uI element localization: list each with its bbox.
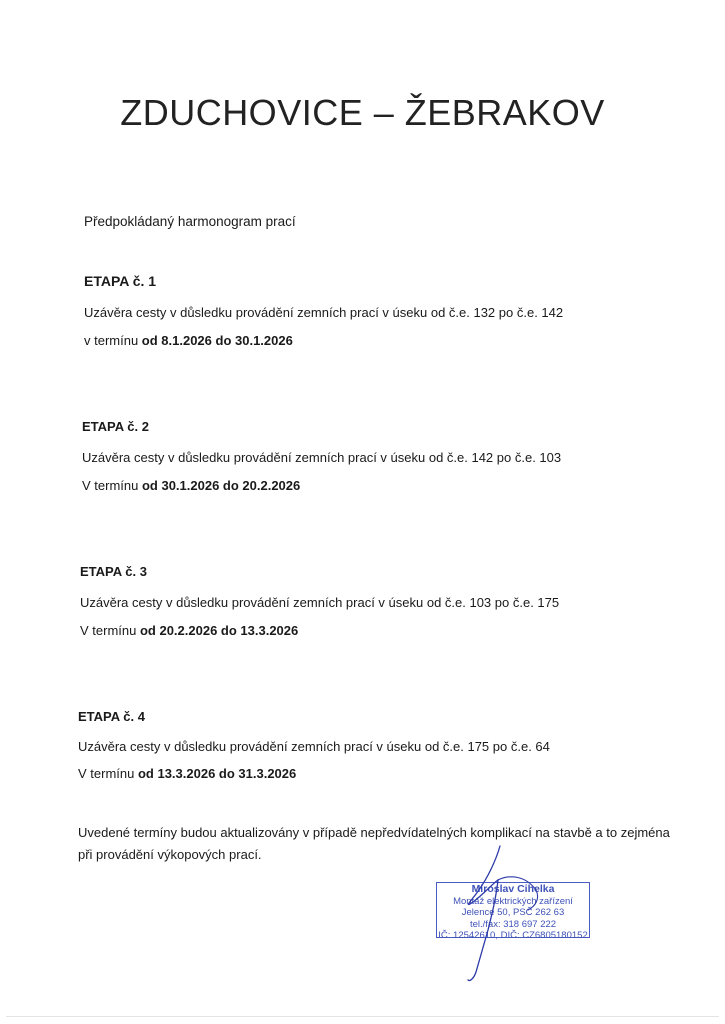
stage-2-term-prefix: V termínu	[82, 478, 142, 493]
closing-note: Uvedené termíny budou aktualizovány v případě nepředvídatelných komplikací na stavbě a to zejména při provádění výkopových prací.	[78, 825, 670, 862]
stage-1-term	[84, 333, 293, 348]
stage-1-term-prefix: v termínu	[84, 333, 142, 348]
stage-1-description: Uzávěra cesty v důsledku provádění zemních prací v úseku od č.e. 132 po č.e. 142	[84, 305, 564, 320]
stage-3-term-dates: od 20.2.2026 do 13.3.2026	[139, 623, 299, 638]
stamp-line-3: tel./fax: 318 697 222	[469, 918, 557, 930]
stage-2-heading: ETAPA č. 2	[82, 419, 149, 434]
page-edge-line	[6, 1016, 719, 1017]
document-title: ZDUCHOVICE – ŽEBRAKOV	[120, 92, 605, 133]
stage-3-term	[80, 623, 298, 638]
stage-4-heading: ETAPA č. 4	[78, 709, 145, 724]
stage-4-term-prefix: V termínu	[78, 766, 138, 781]
stage-2-term-dates: od 30.1.2026 do 20.2.2026	[141, 478, 301, 493]
stage-1-term-dates: od 8.1.2026 do 30.1.2026	[141, 333, 293, 348]
stamp-line-1: Montáž elektrických zařízení	[453, 895, 573, 907]
stamp-line-4: IČ: 12542610, DIČ: CZ6805180152	[438, 930, 588, 941]
document-subtitle: Předpokládaný harmonogram prací	[84, 214, 296, 229]
stage-3-term-prefix: V termínu	[80, 623, 140, 638]
stage-2-term	[82, 478, 300, 493]
stage-4-term-dates: od 13.3.2026 do 31.3.2026	[137, 766, 297, 781]
stage-1-heading: ETAPA č. 1	[84, 273, 157, 289]
stamp-name: Miroslav Cihelka	[471, 883, 555, 895]
handwritten-signature	[440, 840, 580, 990]
stamp-line-2: Jelence 50, PSČ 262 63	[461, 907, 565, 918]
stage-3-description: Uzávěra cesty v důsledku provádění zemních prací v úseku od č.e. 103 po č.e. 175	[80, 595, 560, 610]
stage-4-description: Uzávěra cesty v důsledku provádění zemních prací v úseku od č.e. 175 po č.e. 64	[78, 739, 550, 754]
stage-4-term	[78, 766, 296, 781]
stage-3-heading: ETAPA č. 3	[80, 564, 147, 579]
stage-2-description: Uzávěra cesty v důsledku provádění zemních prací v úseku od č.e. 142 po č.e. 103	[82, 450, 562, 465]
